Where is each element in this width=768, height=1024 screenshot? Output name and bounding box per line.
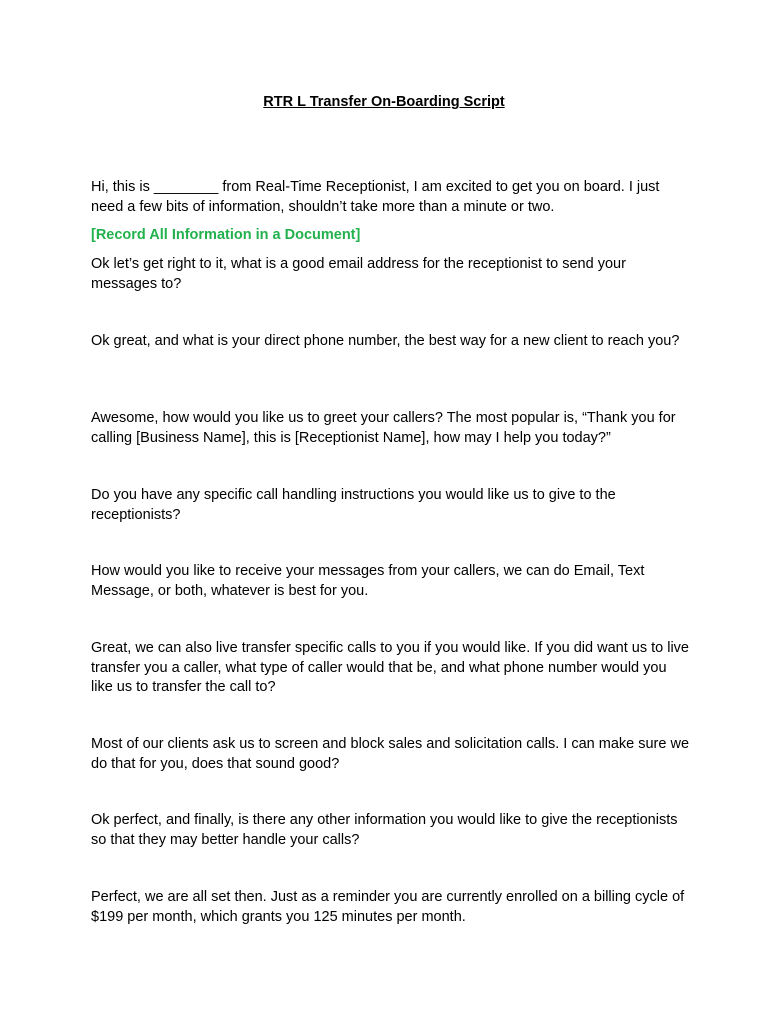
question-email: Ok let’s get right to it, what is a good email address for the receptionist to send your messages to?	[91, 256, 626, 292]
question-message-delivery: How would you like to receive your messages from your callers, we can do Email, Text Message, or both, whatever is best for you.	[91, 563, 645, 599]
question-other-info: Ok perfect, and finally, is there any other information you would like to give the receptionists so that they may better handle your calls?	[91, 812, 678, 848]
question-instructions: Do you have any specific call handling instructions you would like us to give to the receptionists?	[91, 487, 616, 523]
document-title: RTR L Transfer On-Boarding Script	[263, 94, 505, 110]
intro-paragraph: Hi, this is ________ from Real-Time Receptionist, I am excited to get you on board. I just need a few bits of information, shouldn’t take more than a minute or two.	[91, 179, 660, 215]
closing-paragraph: Perfect, we are all set then. Just as a reminder you are currently enrolled on a billing cycle of $199 per month, which grants you 125 minutes per month.	[91, 889, 685, 925]
question-screening: Most of our clients ask us to screen and block sales and solicitation calls. I can make sure we do that for you, does that sound good?	[91, 736, 690, 772]
question-greeting: Awesome, how would you like us to greet your callers? The most popular is, “Thank you for calling [Business Name], this is [Receptionist Name], how may I help you today?”	[91, 410, 676, 446]
question-live-transfer: Great, we can also live transfer specific calls to you if you would like. If you did want us to live transfer you a caller, what type of caller would that be, and what phone number would you like us to transfer the call to?	[91, 640, 689, 695]
record-note: [Record All Information in a Document]	[91, 227, 361, 243]
question-phone: Ok great, and what is your direct phone number, the best way for a new client to reach you?	[91, 333, 680, 349]
